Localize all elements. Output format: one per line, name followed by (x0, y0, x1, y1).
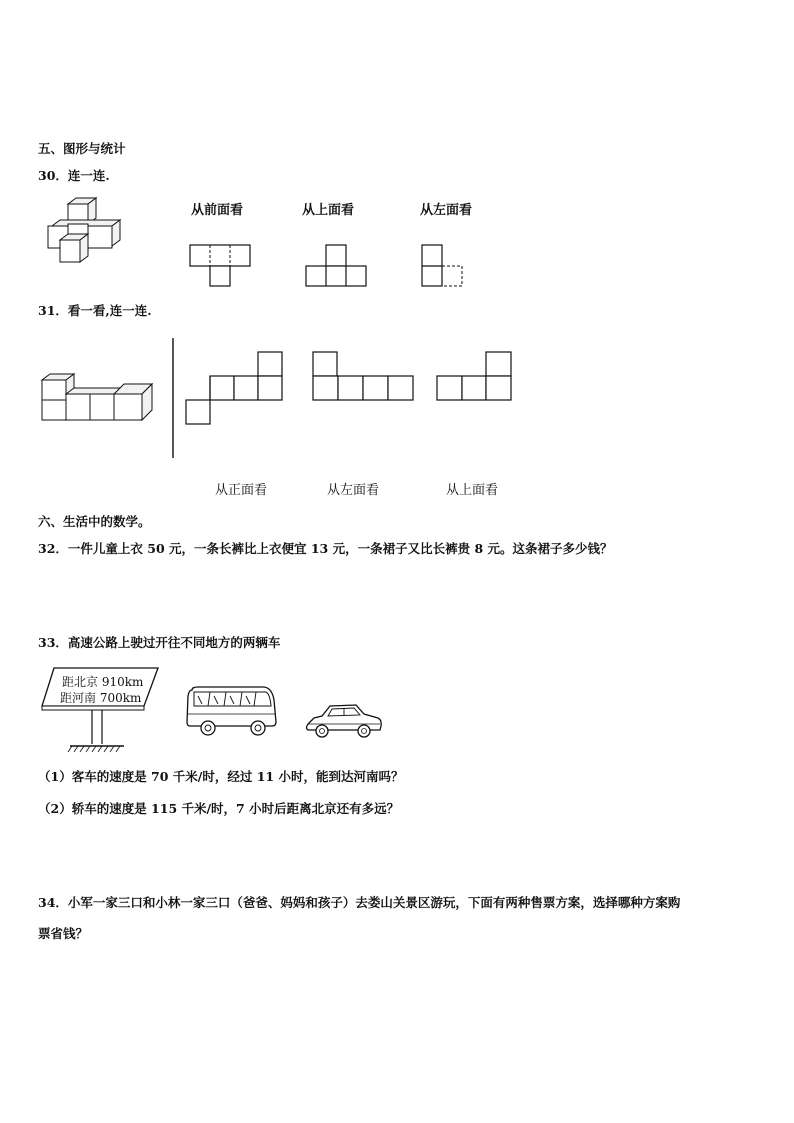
q30-cube-figure (40, 196, 130, 268)
q33-sign-line-1: 距北京 910km (62, 675, 144, 689)
q33-car-icon (304, 702, 384, 742)
q31-view-top-label: 从上面看 (446, 483, 499, 498)
question-32-text: 32．一件儿童上衣 50 元，一条长裤比上衣便宜 13 元，一条裙子又比长裤贵 8 元。这条裙子多少钱？ (38, 541, 613, 556)
question-30-label: 30．连一连. (38, 168, 110, 183)
q33-bus-icon (186, 686, 280, 738)
q31-cube-figure (40, 372, 155, 424)
question-33-label: 33．高速公路上驶过开往不同地方的两辆车 (38, 635, 281, 650)
q31-view-front-label: 从正面看 (215, 483, 268, 498)
section-title-graphics: 五、图形与统计 (38, 141, 126, 156)
q30-view-left-label: 从左面看 (420, 203, 473, 218)
q30-shape-a (189, 244, 253, 288)
q31-shape-c (436, 351, 516, 403)
q30-view-top-label: 从上面看 (302, 203, 355, 218)
question-33-part-2: （2）轿车的速度是 115 千米/时，7 小时后距离北京还有多远？ (38, 801, 400, 816)
question-33-part-1: （1）客车的速度是 70 千米/时，经过 11 小时，能到达河南吗？ (38, 769, 404, 784)
section-title-life-math: 六、生活中的数学。 (38, 514, 151, 529)
q31-view-left-label: 从左面看 (327, 483, 380, 498)
question-34-line-2: 票省钱？ (38, 926, 89, 941)
q30-view-front-label: 从前面看 (191, 203, 244, 218)
q33-sign-line-2: 距河南 700km (60, 691, 142, 705)
question-31-label: 31．看一看,连一连. (38, 303, 152, 318)
q30-shape-b (305, 244, 369, 288)
q31-shape-a (184, 351, 284, 427)
q30-shape-c (421, 244, 465, 288)
q31-shape-b (312, 351, 416, 403)
question-34-line-1: 34．小军一家三口和小林一家三口（爸爸、妈妈和孩子）去娄山关景区游玩，下面有两种售票方案，选择哪种方案购 (38, 895, 681, 910)
q31-divider (172, 338, 176, 460)
